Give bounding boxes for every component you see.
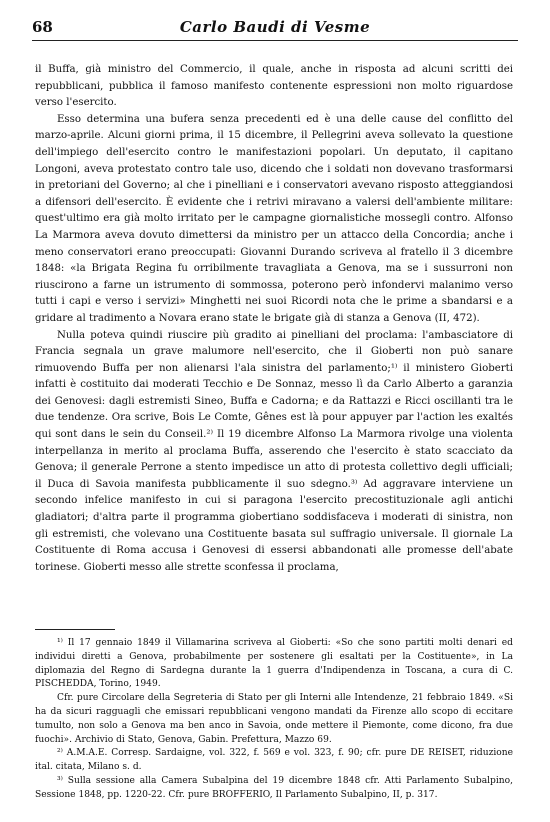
running-title: Carlo Baudi di Vesme	[179, 18, 371, 36]
paragraph: il Buffa, già ministro del Commercio, il quale, anche in risposta ad alcuni scritti dei repubblicani, pubblica il famoso manifesto contenente espressioni non molto riguardose verso l'esercito.	[35, 64, 513, 109]
footnote-rule	[35, 629, 115, 630]
footnote: ¹⁾ Il 17 gennaio 1849 il Villamarina scriveva al Gioberti: «So che sono partiti molti denari ed individui diretti a Genova, probabilmente per sostenere gli esaltati per la Costituente», in La diplomazia del Regno di Sardegna durante la 1 guerra d'Indipendenza in Toscana, a cura di C. PISCHEDDA, Torino, 1949.	[35, 638, 513, 690]
paragraph: Esso determina una bufera senza precedenti ed è una delle cause del conflitto del marzo-aprile. Alcuni giorni prima, il 15 dicembre, il Pellegrini aveva sollevato la questione dell'impiego dell'esercito contro le manifestazioni popolari. Un deputato, il capitano Longoni, aveva protestato contro tale uso, dicendo che i soldati non dovevano trasformarsi in pretoriani del Governo; al che i pinelliani e i conservatori avevano risposto atteggiandosi a difensori dell'esercito. È evidente che i retrivi miravano a valersi dell'ambiente militare: quest'ultimo era già molto irritato per le campagne giornalistiche mossegli contro. Alfonso La Marmora aveva dovuto dimettersi da ministro per un attacco della Concordia; anche i meno conservatori erano preoccupati: Giovanni Durando scriveva al fratello il 3 dicembre 1848: «la Brigata Regina fu orribilmente travagliata a Genova, ma se i sussurroni non riuscirono a farne un istrumento di sommossa, poterono però infondervi malanimo verso tutti i capi e verso i servizi» Minghetti nei suoi Ricordi nota che le prime a sbandarsi e a gridare al tradimento a Novara erano state le brigate già di stanza a Genova (II, 472).	[35, 113, 513, 324]
footnotes	[35, 637, 513, 803]
page-number: 68	[32, 18, 53, 36]
body-text	[35, 62, 513, 576]
footnote: Cfr. pure Circolare della Segreteria di Stato per gli Interni alle Intendenze, 21 febbraio 1849. «Si ha da sicuri ragguagli che emissari repubblicani vengono mandati da Firenze allo scopo di eccitare tumulto, non solo a Genova ma ben anco in Savoia, onde mettere il Piemonte, come dicono, fra due fuochi». Archivio di Stato, Genova, Gabin. Prefettura, Mazzo 69.	[35, 693, 513, 745]
header-rule	[32, 40, 518, 41]
footnote: ³⁾ Sulla sessione alla Camera Subalpina del 19 dicembre 1848 cfr. Atti Parlamento Subalpino, Sessione 1848, pp. 1220-22. Cfr. pure BROFFERIO, Il Parlamento Subalpino, II, p. 317.	[35, 775, 513, 800]
footnote: ²⁾ A.M.A.E. Corresp. Sardaigne, vol. 322, f. 569 e vol. 323, f. 90; cfr. pure DE REISET, riduzione ital. citata, Milano s. d.	[35, 748, 513, 773]
page-header	[32, 18, 518, 38]
paragraph: Nulla poteva quindi riuscire più gradito ai pinelliani del proclama: l'ambasciatore di Francia segnala un grave malumore nell'esercito, che il Gioberti non può sanare rimuovendo Buffa per non alienarsi l'ala sinistra del parlamento;¹⁾ il ministero Gioberti infatti è costituito dai moderati Tecchio e De Sonnaz, messo lì da Carlo Alberto a garanzia dei Genovesi: dagli estremisti Sineo, Buffa e Cadorna; e da Rattazzi e Ricci oscillanti tra le due tendenze. Ora scrive, Bois Le Comte, Gênes est là pour appuyer par l'action les exaltés qui sont dans le sein du Conseil.²⁾ Il 19 dicembre Alfonso La Marmora rivolge una violenta interpellanza in merito al proclama Buffa, asserendo che l'esercito è stato scacciato da Genova; il generale Perrone a stento impedisce un atto di protesta collettivo degli ufficiali; il Duca di Savoia manifesta pubblicamente il suo sdegno.³⁾ Ad aggravare interviene un secondo infelice manifesto in cui si paragona l'esercito precostituzionale agli antichi gladiatori; d'altra parte il programma giobertiano soddisfaceva i moderati di sinistra, non gli estremisti, che volevano una Costituente basata sul suffragio universale. Il giornale La Costituente di Roma accusa i Genovesi di essersi abbandonati alle promesse dell'abate torinese. Gioberti messo alle strette sconfessa il proclama,	[35, 329, 513, 573]
